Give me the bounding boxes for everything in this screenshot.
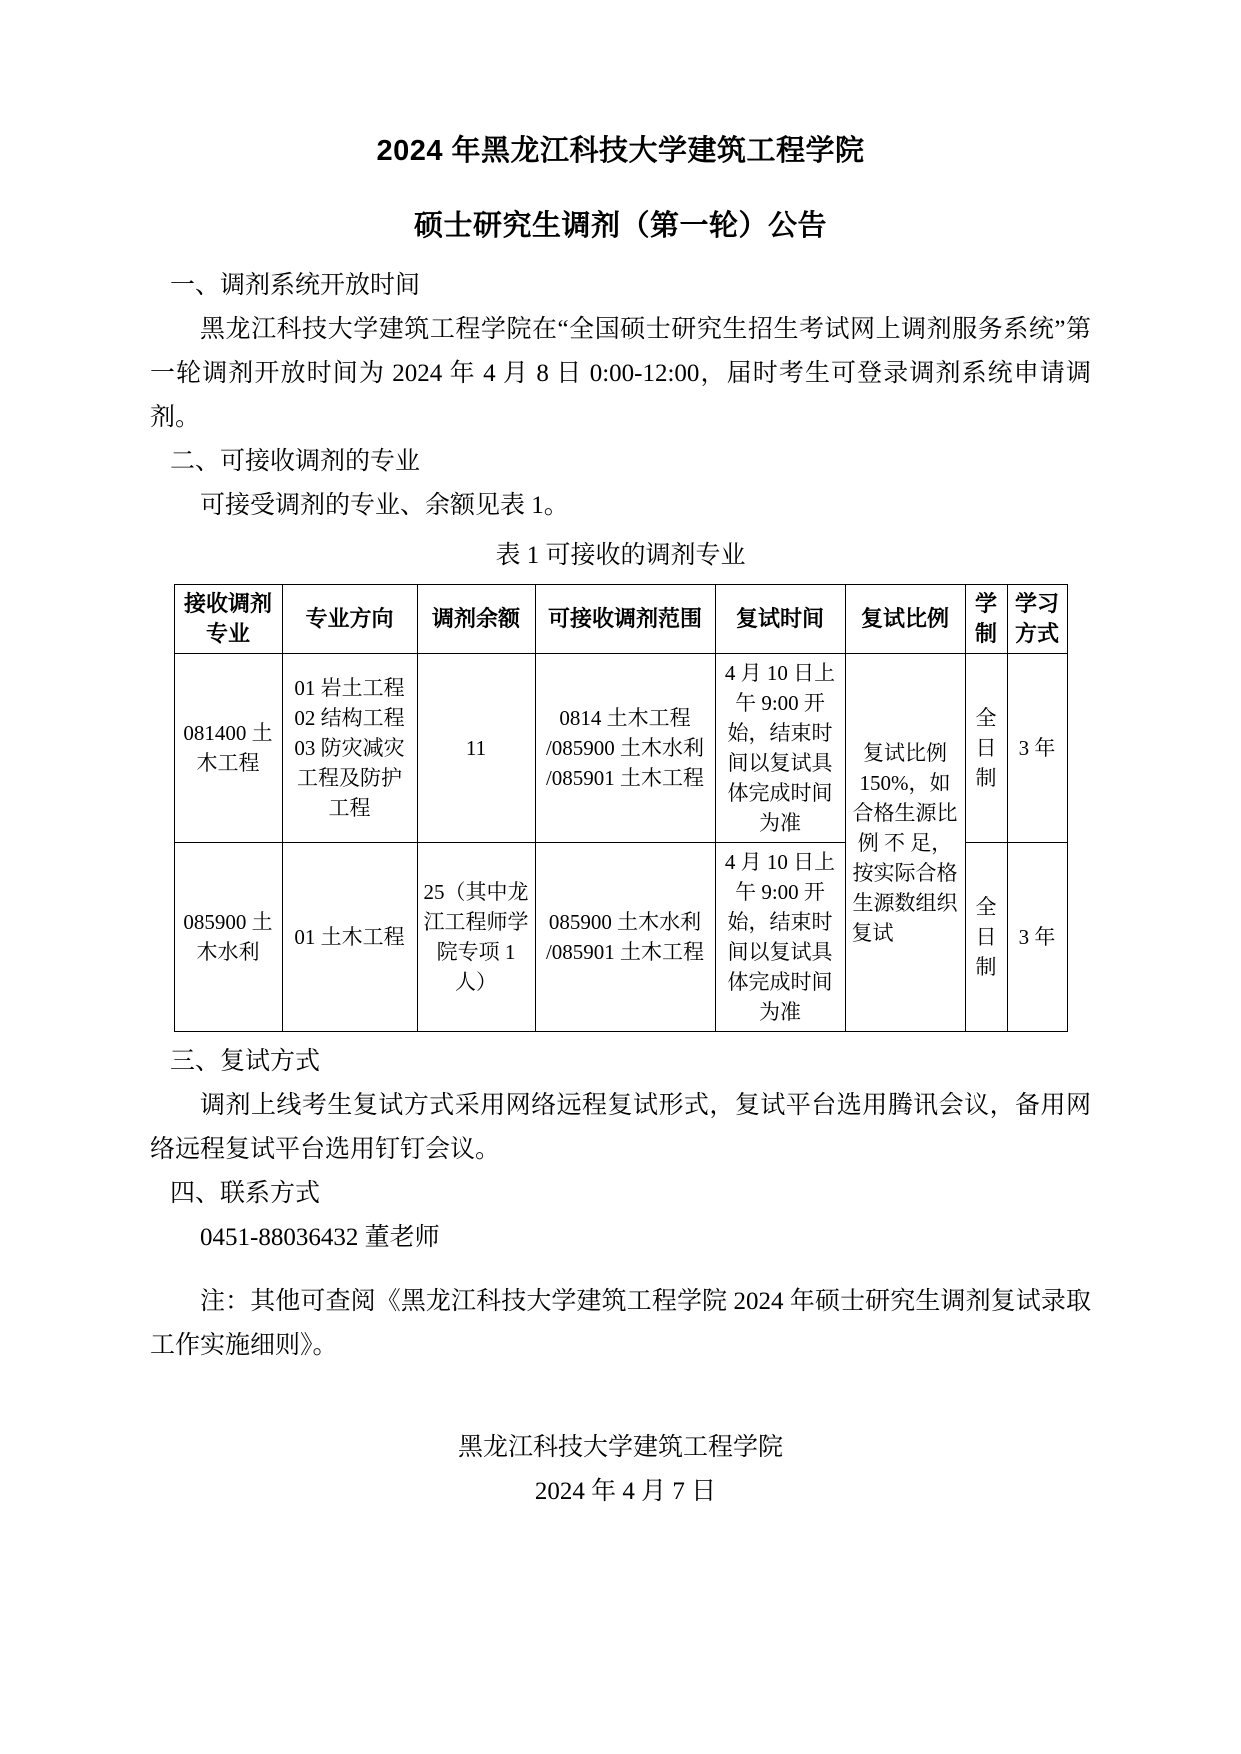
section-paragraph-2: 可接受调剂的专业、余额见表 1。: [200, 492, 569, 519]
cell-retest-time: 4 月 10 日上午 9:00 开始，结束时间以复试具体完成时间为准: [715, 843, 845, 1032]
cell-study-mode: 3 年: [1007, 654, 1067, 843]
cell-scope: 085900 土木水利 /085901 土木工程: [535, 843, 715, 1032]
table-header-row: [174, 585, 1067, 654]
document-note: 注：其他可查阅《黑龙江科技大学建筑工程学院 2024 年硕士研究生调剂复试录取工作实施细则》。: [150, 1288, 1091, 1359]
section-paragraph-1: 黑龙江科技大学建筑工程学院在“全国硕士研究生招生考试网上调剂服务系统”第一轮调剂开放时间为 2024 年 4 月 8 日 0:00-12:00，届时考生可登录调剂系统申请调剂。: [150, 316, 1091, 431]
cell-direction: 01 土木工程: [282, 843, 417, 1032]
section-heading-2: 二、可接收调剂的专业: [170, 448, 421, 475]
cell-retest-time: 4 月 10 日上午 9:00 开始，结束时间以复试具体完成时间为准: [715, 654, 845, 843]
cell-retest-ratio: 复试比例 150%，如合格生源比 例 不 足，按实际合格生源数组织复试: [845, 654, 965, 1032]
signature-organization: 黑龙江科技大学建筑工程学院: [457, 1434, 783, 1461]
cell-study-mode: 3 年: [1007, 843, 1067, 1032]
majors-table: [174, 584, 1068, 1032]
document-title-block: [150, 128, 1091, 244]
cell-major: 081400 土木工程: [174, 654, 282, 843]
section-heading-1: 一、调剂系统开放时间: [170, 272, 421, 299]
section-paragraph-4: 0451-88036432 董老师: [200, 1224, 440, 1251]
table-header-major: 接收调剂专业: [174, 585, 282, 654]
table-row: [174, 654, 1067, 843]
cell-quota: 25（其中龙江工程师学院专项 1 人）: [417, 843, 535, 1032]
section-paragraph-3: 调剂上线考生复试方式采用网络远程复试形式，复试平台选用腾讯会议，备用网络远程复试平台选用钉钉会议。: [150, 1092, 1091, 1163]
cell-system: 全日制: [965, 654, 1007, 843]
tail-sections: [150, 1040, 1091, 1368]
section-heading-3: 三、复试方式: [170, 1048, 321, 1075]
table-header-quota: 调剂余额: [417, 585, 535, 654]
table-caption: 表 1 可接收的调剂专业: [495, 542, 746, 569]
cell-scope: 0814 土木工程 /085900 土木水利 /085901 土木工程: [535, 654, 715, 843]
signature-block: [150, 1426, 1091, 1514]
cell-major: 085900 土木水利: [174, 843, 282, 1032]
table-header-study-mode: 学习方式: [1007, 585, 1067, 654]
table-header-system: 学制: [965, 585, 1007, 654]
cell-system: 全日制: [965, 843, 1007, 1032]
title-line-2: 硕士研究生调剂（第一轮）公告: [413, 210, 827, 242]
table-header-retest-ratio: 复试比例: [845, 585, 965, 654]
table-header-retest-time: 复试时间: [715, 585, 845, 654]
cell-direction: 01 岩土工程 02 结构工程 03 防灾减灾工程及防护工程: [282, 654, 417, 843]
spacer: [150, 1260, 1091, 1280]
table-header-scope: 可接收调剂范围: [535, 585, 715, 654]
cell-quota: 11: [417, 654, 535, 843]
title-line-1: 2024 年黑龙江科技大学建筑工程学院: [376, 135, 865, 167]
signature-date: 2024 年 4 月 7 日: [534, 1478, 717, 1505]
section-heading-4: 四、联系方式: [170, 1180, 321, 1207]
table-header-direction: 专业方向: [282, 585, 417, 654]
